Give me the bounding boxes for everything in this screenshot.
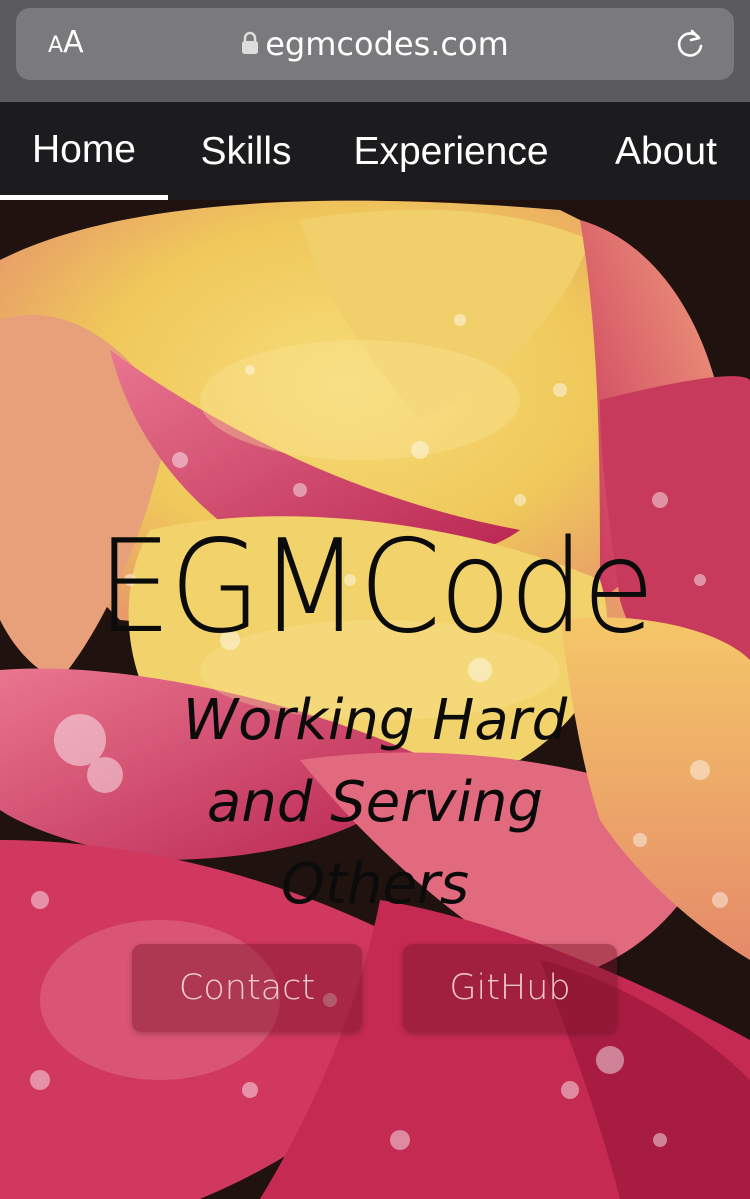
contact-button[interactable]: Contact	[132, 944, 362, 1032]
lock-icon	[241, 31, 259, 55]
nav-item-about[interactable]: About	[615, 130, 717, 173]
browser-chrome	[0, 0, 750, 102]
url-display[interactable]	[16, 25, 734, 63]
nav-item-experience[interactable]: Experience	[353, 130, 549, 173]
url-text: egmcodes.com	[265, 25, 509, 63]
github-button[interactable]: GitHub	[403, 944, 617, 1032]
reload-icon[interactable]	[672, 26, 708, 62]
address-bar[interactable]	[16, 8, 734, 80]
hero-section	[0, 200, 750, 1199]
text-size-button[interactable]: AA	[48, 25, 84, 60]
main-nav	[0, 102, 750, 200]
nav-item-skills[interactable]: Skills	[200, 130, 292, 173]
nav-item-home[interactable]: Home	[0, 102, 168, 200]
tagline: Working Hard and Serving Others	[182, 688, 568, 917]
site-title: EGMCode	[97, 513, 653, 662]
